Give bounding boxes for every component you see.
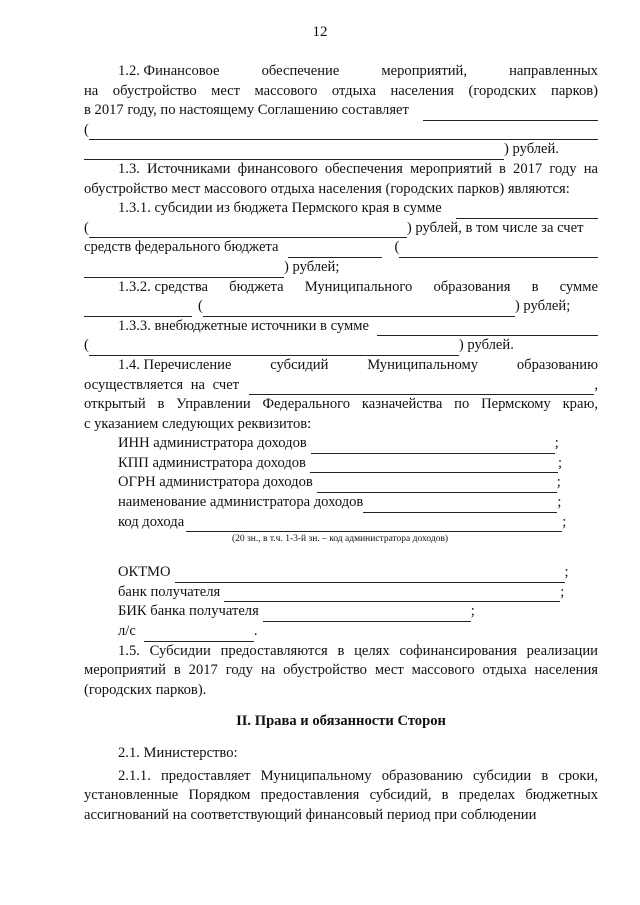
bik-row: БИК банка получателя ; <box>84 602 598 622</box>
clause-1-3-2-line-2: ( ) рублей; <box>84 297 598 317</box>
amount-field-1-2[interactable] <box>423 106 598 121</box>
page-number: 12 <box>312 24 328 40</box>
amount-words-field-1-2b[interactable] <box>84 145 504 160</box>
clause-1-2-line-2: на обустройство мест массового отдыха населения (городских парков) <box>84 82 598 99</box>
federal-amount-field[interactable] <box>288 243 382 258</box>
federal-amount-words-field[interactable] <box>399 243 598 258</box>
income-code-field[interactable] <box>186 517 562 532</box>
ogrn-field[interactable] <box>317 478 557 493</box>
amount-field-1-3-1[interactable] <box>456 204 598 219</box>
admin-name-row: наименование администратора доходов ; <box>84 493 598 513</box>
clause-2-1-1: 2.1.1. предоставляет Муниципальному образованию субсидии в сроки, установленные Порядком предоставления субсидий, в пределах бюджетных ассигнований на соответствующий финансовый период при соблюдении <box>84 767 598 823</box>
clause-2-1: 2.1. Министерство: <box>118 745 238 761</box>
account-field[interactable] <box>249 380 594 395</box>
ls-field[interactable] <box>144 627 254 642</box>
clause-1-5: 1.5. Субсидии предоставляются в целях софинансирования реализации мероприятий в 2017 году на обустройство мест массового отдыха населения (городских парков). <box>84 642 598 698</box>
municipal-amount-field[interactable] <box>84 302 192 317</box>
kpp-field[interactable] <box>310 458 558 473</box>
extrabudget-amount-field[interactable] <box>377 321 598 336</box>
clause-1-3-1-line-1: 1.3.1. субсидии из бюджета Пермского края в сумме <box>84 199 598 219</box>
bik-field[interactable] <box>263 607 471 622</box>
oktmo-field[interactable] <box>175 568 565 583</box>
document-body <box>84 62 598 825</box>
admin-name-field[interactable] <box>363 498 557 513</box>
extrabudget-amount-words-field[interactable] <box>89 341 459 356</box>
clause-1-3-2-line-1: 1.3.2. средства бюджета Муниципального образования в сумме <box>118 278 598 295</box>
clause-1-3-1-line-2: ( ) рублей, в том числе за счет <box>84 219 598 239</box>
clause-1-2-line-1: 1.2. Финансовое обеспечение мероприятий, направленных <box>118 63 598 79</box>
clause-1-2-line-3: в 2017 году, по настоящему Соглашению составляет <box>84 101 598 121</box>
clause-1-3: 1.3. Источниками финансового обеспечения мероприятий в 2017 году на обустройство мест массового отдыха населения (городских парков) являются: <box>84 160 598 197</box>
ogrn-row: ОГРН администратора доходов ; <box>84 473 598 493</box>
clause-1-3-3-line-1: 1.3.3. внебюджетные источники в сумме <box>84 317 598 337</box>
inn-row: ИНН администратора доходов ; <box>84 434 598 454</box>
ls-row: л/с . <box>84 622 598 642</box>
kpp-row: КПП администратора доходов ; <box>84 454 598 474</box>
clause-1-4-line-3: открытый в Управлении Федерального казначейства по Пермскому краю, <box>84 396 598 413</box>
clause-1-4-line-4: с указанием следующих реквизитов: <box>84 415 312 432</box>
amount-words-field-1-3-1[interactable] <box>89 223 407 238</box>
inn-field[interactable] <box>311 439 555 454</box>
income-code-row: код дохода ; <box>84 513 598 533</box>
income-code-note: (20 зн., в т.ч. 1-3-й зн. – код администратора доходов) <box>232 534 449 545</box>
clause-1-3-3-line-2: ( ) рублей. <box>84 336 598 356</box>
clause-1-3-1-line-3: средств федерального бюджета ( <box>84 238 598 258</box>
municipal-amount-words-field[interactable] <box>203 302 515 317</box>
clause-1-2-line-4: ( <box>84 121 598 141</box>
bank-row: банк получателя ; <box>84 583 598 603</box>
bank-field[interactable] <box>224 587 560 602</box>
clause-1-4-line-2: осуществляется на счет , <box>84 376 598 396</box>
section-2-title: II. Права и обязанности Сторон <box>236 713 446 730</box>
federal-amount-words-field-b[interactable] <box>84 263 284 278</box>
oktmo-row: ОКТМО ; <box>84 563 598 583</box>
clause-1-4-line-1: 1.4. Перечисление субсидий Муниципальному образованию <box>118 356 599 373</box>
clause-1-2-line-5: ) рублей. <box>84 140 598 160</box>
amount-words-field-1-2[interactable] <box>89 125 598 140</box>
clause-1-3-1-line-4: ) рублей; <box>84 258 598 278</box>
